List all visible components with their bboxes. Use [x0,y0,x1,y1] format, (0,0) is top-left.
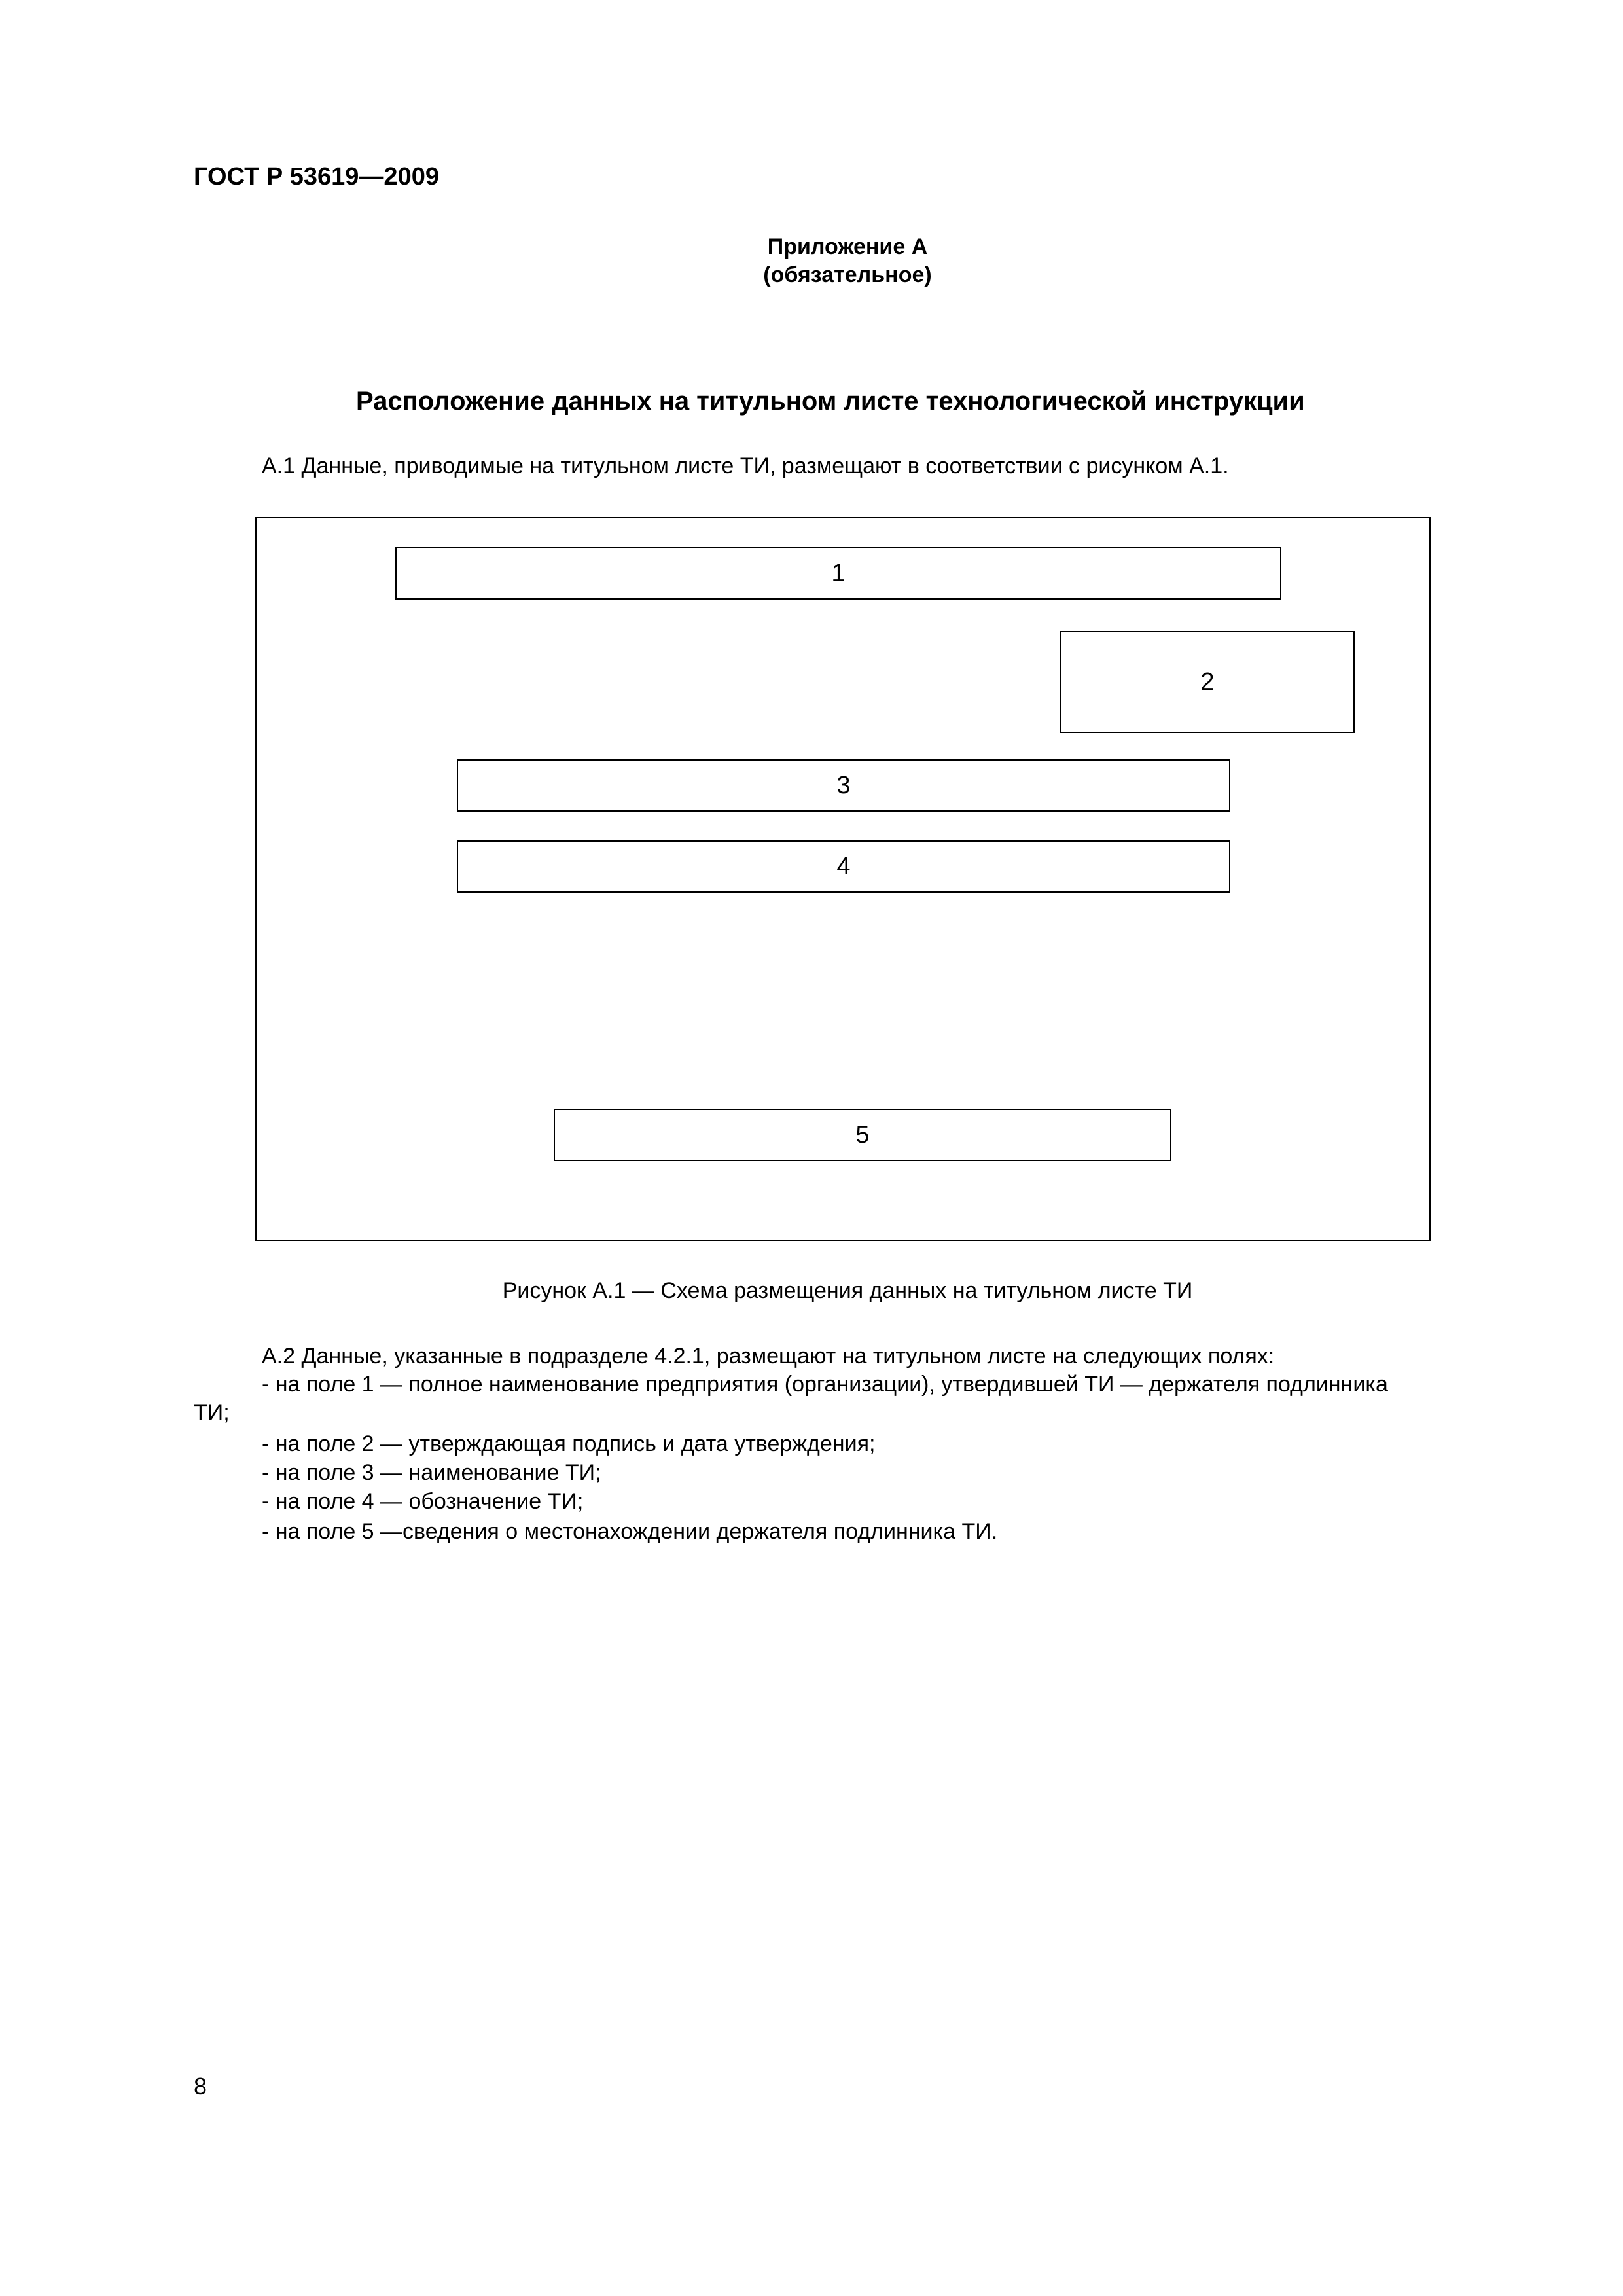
field-label-4: 4 [836,853,851,880]
appendix-title: Приложение А [767,234,928,259]
field-label-3: 3 [836,772,851,799]
list-item-field-5: - на поле 5 —сведения о местонахождении держателя подлинника ТИ. [262,1519,998,1544]
list-item-field-2: - на поле 2 — утверждающая подпись и дата утверждения; [262,1431,876,1456]
paragraph-a1: А.1 Данные, приводимые на титульном листе ТИ, размещают в соответствии с рисунком А.1. [262,454,1229,478]
field-box-4 [457,840,1230,893]
document-code: ГОСТ Р 53619—2009 [194,163,439,190]
field-box-3 [457,759,1230,812]
figure-caption: Рисунок А.1 — Схема размещения данных на титульном листе ТИ [502,1278,1193,1303]
page-number: 8 [194,2073,207,2100]
list-item-field-1-continuation: ТИ; [194,1400,230,1425]
field-label-2: 2 [1200,668,1215,696]
field-label-5: 5 [855,1121,870,1149]
list-item-field-1: - на поле 1 — полное наименование предприятия (организации), утвердившей ТИ — держателя подлинника [262,1372,1388,1397]
section-heading: Расположение данных на титульном листе технологической инструкции [356,387,1305,416]
field-box-1 [395,547,1281,600]
list-item-field-4: - на поле 4 — обозначение ТИ; [262,1489,584,1514]
paragraph-a2: А.2 Данные, указанные в подразделе 4.2.1, размещают на титульном листе на следующих полях: [262,1344,1275,1369]
field-box-5 [554,1109,1171,1161]
field-box-2 [1060,631,1355,733]
list-item-field-3: - на поле 3 — наименование ТИ; [262,1460,601,1485]
field-label-1: 1 [831,560,846,587]
appendix-status: (обязательное) [763,262,932,287]
